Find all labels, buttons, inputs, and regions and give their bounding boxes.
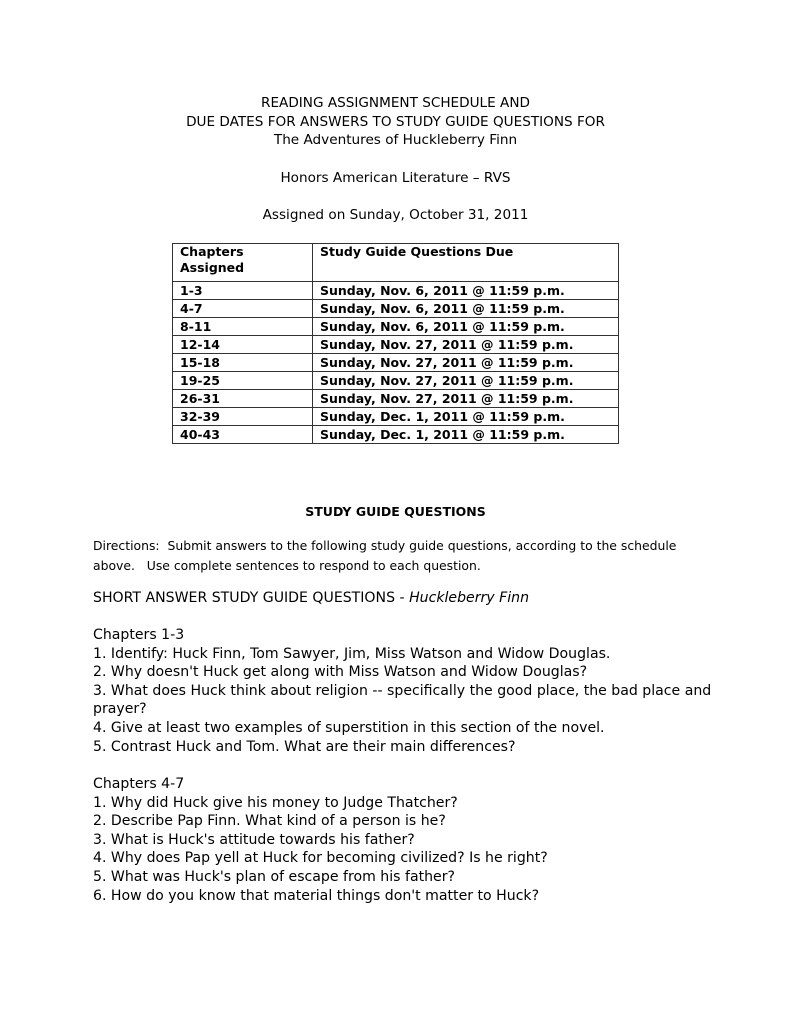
chapters-header-line2: Assigned bbox=[180, 260, 245, 275]
chapters-cell: 8-11 bbox=[173, 318, 313, 336]
due-date-cell: Sunday, Dec. 1, 2011 @ 11:59 p.m. bbox=[313, 408, 619, 426]
due-date-cell: Sunday, Nov. 27, 2011 @ 11:59 p.m. bbox=[313, 336, 619, 354]
schedule-table bbox=[172, 243, 619, 444]
question-item: 3. What is Huck's attitude towards his father? bbox=[93, 831, 415, 848]
chapters-assigned-header bbox=[173, 244, 313, 282]
due-date-cell: Sunday, Nov. 27, 2011 @ 11:59 p.m. bbox=[313, 354, 619, 372]
chapters-cell: 12-14 bbox=[173, 336, 313, 354]
title-line-2: DUE DATES FOR ANSWERS TO STUDY GUIDE QUESTIONS FOR bbox=[186, 114, 605, 130]
directions-line-1: Directions: Submit answers to the following study guide questions, according to the schedule bbox=[93, 538, 677, 553]
title-line-3: The Adventures of Huckleberry Finn bbox=[273, 132, 518, 148]
chapters-cell: 15-18 bbox=[173, 354, 313, 372]
chapters-cell: 26-31 bbox=[173, 390, 313, 408]
question-item: 1. Identify: Huck Finn, Tom Sawyer, Jim, Miss Watson and Widow Douglas. bbox=[93, 645, 611, 662]
question-item: prayer? bbox=[93, 701, 147, 718]
chapters-cell: 4-7 bbox=[173, 300, 313, 318]
chapters-cell: 19-25 bbox=[173, 372, 313, 390]
chapters-cell: 1-3 bbox=[173, 282, 313, 300]
section-title: Chapters 1-3 bbox=[93, 627, 185, 643]
table-row bbox=[173, 408, 619, 426]
study-guide-heading: STUDY GUIDE QUESTIONS bbox=[305, 504, 486, 519]
section-title: Chapters 4-7 bbox=[93, 776, 185, 792]
chapters-1-3-section bbox=[93, 626, 713, 756]
table-row bbox=[173, 318, 619, 336]
question-item: 3. What does Huck think about religion -- specifically the good place, the bad place and bbox=[93, 682, 712, 699]
table-row bbox=[173, 300, 619, 318]
question-item: 1. Why did Huck give his money to Judge Thatcher? bbox=[93, 794, 458, 811]
due-date-cell: Sunday, Nov. 6, 2011 @ 11:59 p.m. bbox=[313, 318, 619, 336]
novel-title: Huckleberry Finn bbox=[409, 590, 530, 606]
assigned-date: Assigned on Sunday, October 31, 2011 bbox=[262, 207, 529, 223]
question-item: 6. How do you know that material things don't matter to Huck? bbox=[93, 887, 540, 904]
table-row bbox=[173, 282, 619, 300]
chapters-cell: 40-43 bbox=[173, 426, 313, 444]
schedule-header-row bbox=[173, 244, 619, 282]
course-name: Honors American Literature – RVS bbox=[280, 170, 511, 186]
title-line-1: READING ASSIGNMENT SCHEDULE AND bbox=[261, 95, 530, 111]
short-answer-title bbox=[93, 588, 529, 608]
table-row bbox=[173, 426, 619, 444]
due-date-cell: Sunday, Nov. 6, 2011 @ 11:59 p.m. bbox=[313, 282, 619, 300]
question-item: 2. Describe Pap Finn. What kind of a person is he? bbox=[93, 813, 446, 830]
chapters-cell: 32-39 bbox=[173, 408, 313, 426]
directions-line-2: above. Use complete sentences to respond to each question. bbox=[93, 558, 481, 573]
due-date-cell: Sunday, Nov. 27, 2011 @ 11:59 p.m. bbox=[313, 372, 619, 390]
chapters-4-7-section bbox=[93, 775, 713, 905]
due-date-cell: Sunday, Dec. 1, 2011 @ 11:59 p.m. bbox=[313, 426, 619, 444]
question-item: 5. Contrast Huck and Tom. What are their main differences? bbox=[93, 738, 516, 755]
directions-text bbox=[93, 536, 703, 576]
due-date-header: Study Guide Questions Due bbox=[313, 244, 619, 282]
short-answer-prefix: SHORT ANSWER STUDY GUIDE QUESTIONS - bbox=[93, 590, 410, 606]
question-item: 4. Why does Pap yell at Huck for becoming civilized? Is he right? bbox=[93, 850, 548, 867]
question-item: 2. Why doesn't Huck get along with Miss Watson and Widow Douglas? bbox=[93, 664, 588, 681]
chapters-header-line1: Chapters bbox=[180, 244, 244, 259]
question-item: 4. Give at least two examples of superstition in this section of the novel. bbox=[93, 719, 605, 736]
question-item: 5. What was Huck's plan of escape from his father? bbox=[93, 868, 455, 885]
table-row bbox=[173, 372, 619, 390]
table-row bbox=[173, 336, 619, 354]
due-date-cell: Sunday, Nov. 6, 2011 @ 11:59 p.m. bbox=[313, 300, 619, 318]
table-row bbox=[173, 354, 619, 372]
table-row bbox=[173, 390, 619, 408]
due-date-cell: Sunday, Nov. 27, 2011 @ 11:59 p.m. bbox=[313, 390, 619, 408]
